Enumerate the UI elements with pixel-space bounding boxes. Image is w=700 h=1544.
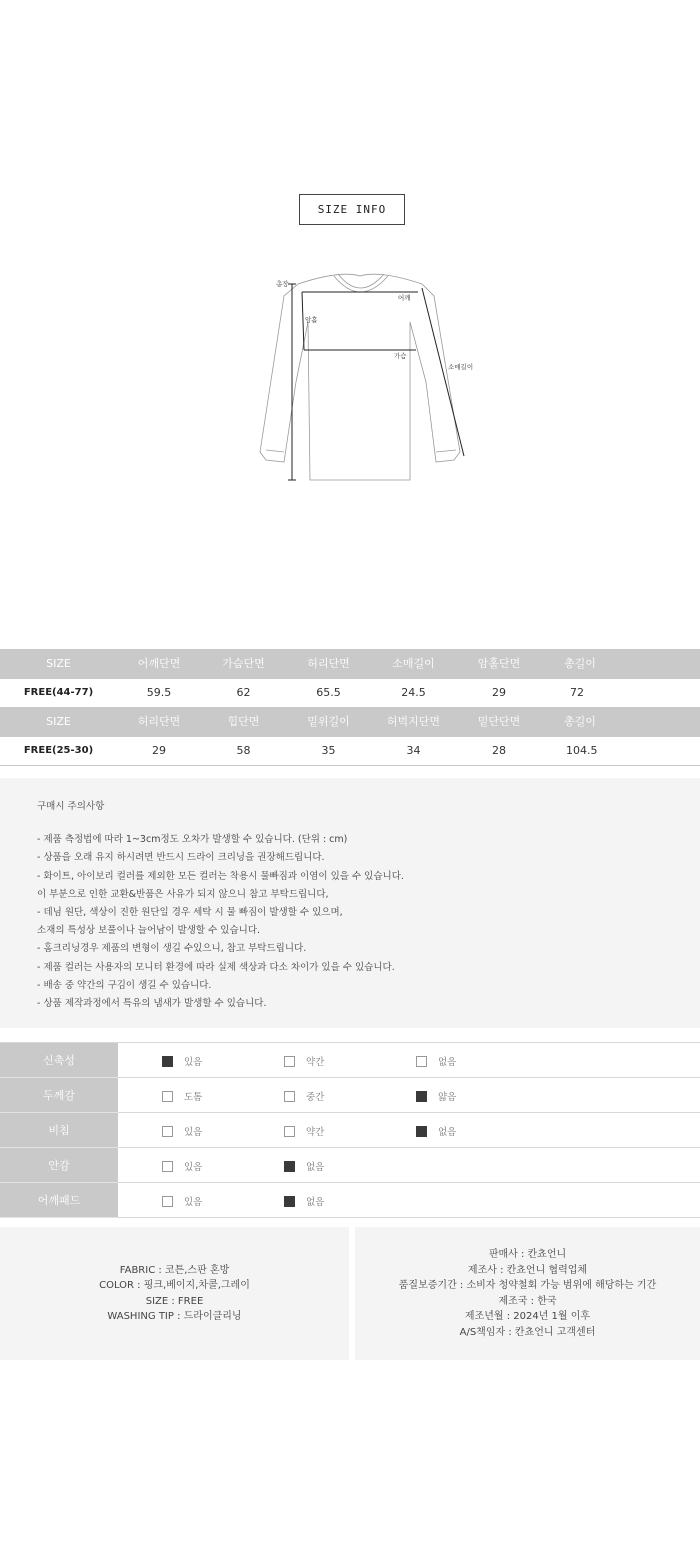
table-cell: 104.5 xyxy=(542,736,700,765)
feature-option: 있음 xyxy=(162,1054,202,1068)
feature-label: 비침 xyxy=(0,1113,118,1148)
feature-row xyxy=(0,1148,700,1183)
notice-line: - 배송 중 약간의 구김이 생길 수 있습니다. xyxy=(37,979,212,991)
table-cell: 24.5 xyxy=(371,678,456,707)
seller-info-line: 제조국 : 한국 xyxy=(498,1295,557,1307)
feature-option: 없음 xyxy=(284,1194,324,1208)
table-header-row xyxy=(0,707,700,736)
checkbox-icon xyxy=(284,1126,295,1137)
feature-option: 없음 xyxy=(416,1124,456,1138)
table-header: 밑단단면 xyxy=(456,707,542,736)
checkbox-icon xyxy=(284,1056,295,1067)
table-cell: 58 xyxy=(201,736,286,765)
table-header-row xyxy=(0,649,700,678)
checkbox-icon xyxy=(416,1126,427,1137)
table-row xyxy=(0,678,700,707)
table-cell: 34 xyxy=(371,736,456,765)
checkbox-icon xyxy=(284,1196,295,1207)
feature-option: 없음 xyxy=(416,1054,456,1068)
feature-option: 약간 xyxy=(284,1124,324,1138)
table-header: 총길이 xyxy=(542,707,700,736)
seller-info-line: 품질보증기간 : 소비자 청약철회 가능 범위에 해당하는 기간 xyxy=(398,1280,657,1291)
feature-row xyxy=(0,1043,700,1078)
feature-option: 얇음 xyxy=(416,1089,456,1103)
fabric-feature-table xyxy=(0,1042,700,1218)
product-info-line: FABRIC : 코튼,스판 혼방 xyxy=(119,1264,230,1276)
seller-info-panel xyxy=(355,1227,700,1360)
table-header: 가슴단면 xyxy=(201,649,286,678)
size-info-title: SIZE INFO xyxy=(299,194,405,225)
checkbox-icon xyxy=(162,1056,173,1067)
table-cell: 28 xyxy=(456,736,542,765)
feature-label: 두께감 xyxy=(0,1078,118,1113)
feature-label: 안감 xyxy=(0,1148,118,1183)
checkbox-icon xyxy=(416,1091,427,1102)
checkbox-icon xyxy=(162,1126,173,1137)
table-header: 총길이 xyxy=(542,649,700,678)
bottom-size-table xyxy=(0,707,700,766)
purchase-notice xyxy=(0,778,700,1028)
feature-option: 중간 xyxy=(284,1089,324,1103)
table-cell: 72 xyxy=(542,678,700,707)
table-header: 허리단면 xyxy=(286,649,371,678)
feature-option: 약간 xyxy=(284,1054,324,1068)
seller-info-line: 판매사 : 칸쵸언니 xyxy=(488,1249,567,1260)
table-header: 허리단면 xyxy=(117,707,201,736)
feature-label: 어깨패드 xyxy=(0,1183,118,1218)
table-cell: 65.5 xyxy=(286,678,371,707)
feature-row xyxy=(0,1078,700,1113)
top-size-table xyxy=(0,649,700,708)
feature-label: 신축성 xyxy=(0,1043,118,1078)
seller-info-line: 제조년월 : 2024년 1월 이후 xyxy=(464,1311,591,1322)
table-cell: FREE(25-30) xyxy=(0,736,117,765)
feature-option: 없음 xyxy=(284,1159,324,1173)
table-header: 암홀단면 xyxy=(456,649,542,678)
feature-row xyxy=(0,1183,700,1218)
feature-option: 있음 xyxy=(162,1194,202,1208)
table-header: 어깨단면 xyxy=(117,649,201,678)
label-shoulder: 어깨 xyxy=(398,294,411,302)
feature-row xyxy=(0,1113,700,1148)
feature-option: 있음 xyxy=(162,1124,202,1138)
label-chest: 가슴 xyxy=(394,352,407,360)
checkbox-icon xyxy=(162,1196,173,1207)
notice-line: 이 부분으로 인한 교환&반품은 사유가 되지 않으니 참고 부탁드립니다, xyxy=(37,888,329,900)
product-info-panel xyxy=(0,1227,349,1360)
label-sleeve: 소매길이 xyxy=(448,363,474,371)
table-header: 밑위길이 xyxy=(286,707,371,736)
label-armhole: 암홀 xyxy=(305,316,318,324)
table-cell: 59.5 xyxy=(117,678,201,707)
checkbox-icon xyxy=(284,1091,295,1102)
table-header: SIZE xyxy=(0,649,117,678)
table-cell: 35 xyxy=(286,736,371,765)
product-info-line: SIZE : FREE xyxy=(145,1295,204,1307)
feature-option: 있음 xyxy=(162,1159,202,1173)
notice-line: - 제품 컬러는 사용자의 모니터 환경에 따라 실제 색상과 다소 차이가 있을 수 있습니다. xyxy=(37,961,395,973)
checkbox-icon xyxy=(162,1091,173,1102)
seller-info-line: 제조사 : 칸쵸언니 협력업체 xyxy=(467,1264,588,1276)
notice-line: - 상품을 오래 유지 하시려면 반드시 드라이 크리닝을 권장해드립니다. xyxy=(37,852,325,864)
checkbox-icon xyxy=(284,1161,295,1172)
notice-line: - 홈크리닝경우 제품의 변형이 생길 수있으니, 참고 부탁드립니다. xyxy=(37,943,307,955)
product-info-line: WASHING TIP : 드라이클리닝 xyxy=(107,1311,242,1322)
notice-line: - 제품 측정법에 따라 1~3cm정도 오차가 발생할 수 있습니다. (단위 : cm) xyxy=(37,834,348,846)
table-header: 허벅지단면 xyxy=(371,707,456,736)
table-header: 소매길이 xyxy=(371,649,456,678)
notice-line: - 데님 원단, 색상이 진한 원단일 경우 세탁 시 물 빠짐이 발생할 수 있으며, xyxy=(37,907,343,919)
table-row xyxy=(0,736,700,765)
notice-line: 소재의 특성상 보풀이나 늘어남이 발생할 수 있습니다. xyxy=(37,925,261,937)
notice-title: 구매시 주의사항 xyxy=(37,801,105,812)
table-cell: 29 xyxy=(117,736,201,765)
checkbox-icon xyxy=(416,1056,427,1067)
notice-line: - 상품 제작과정에서 특유의 냄새가 발생할 수 있습니다. xyxy=(37,998,267,1010)
seller-info-line: A/S책임자 : 칸쵸언니 고객센터 xyxy=(459,1326,596,1338)
notice-line: - 화이트, 아이보리 컬러를 제외한 모든 컬러는 착용시 물빠짐과 이염이 있을 수 있습니다. xyxy=(37,870,404,882)
product-info-line: COLOR : 핑크,베이지,차콜,그레이 xyxy=(99,1280,250,1291)
table-header: SIZE xyxy=(0,707,117,736)
table-header: 힙단면 xyxy=(201,707,286,736)
checkbox-icon xyxy=(162,1161,173,1172)
sweater-illustration xyxy=(250,262,480,492)
table-cell: 29 xyxy=(456,678,542,707)
label-length: 총장 xyxy=(276,280,289,288)
garment-diagram xyxy=(250,262,480,492)
table-cell: FREE(44-77) xyxy=(0,678,117,707)
feature-option: 도톰 xyxy=(162,1089,202,1103)
table-cell: 62 xyxy=(201,678,286,707)
